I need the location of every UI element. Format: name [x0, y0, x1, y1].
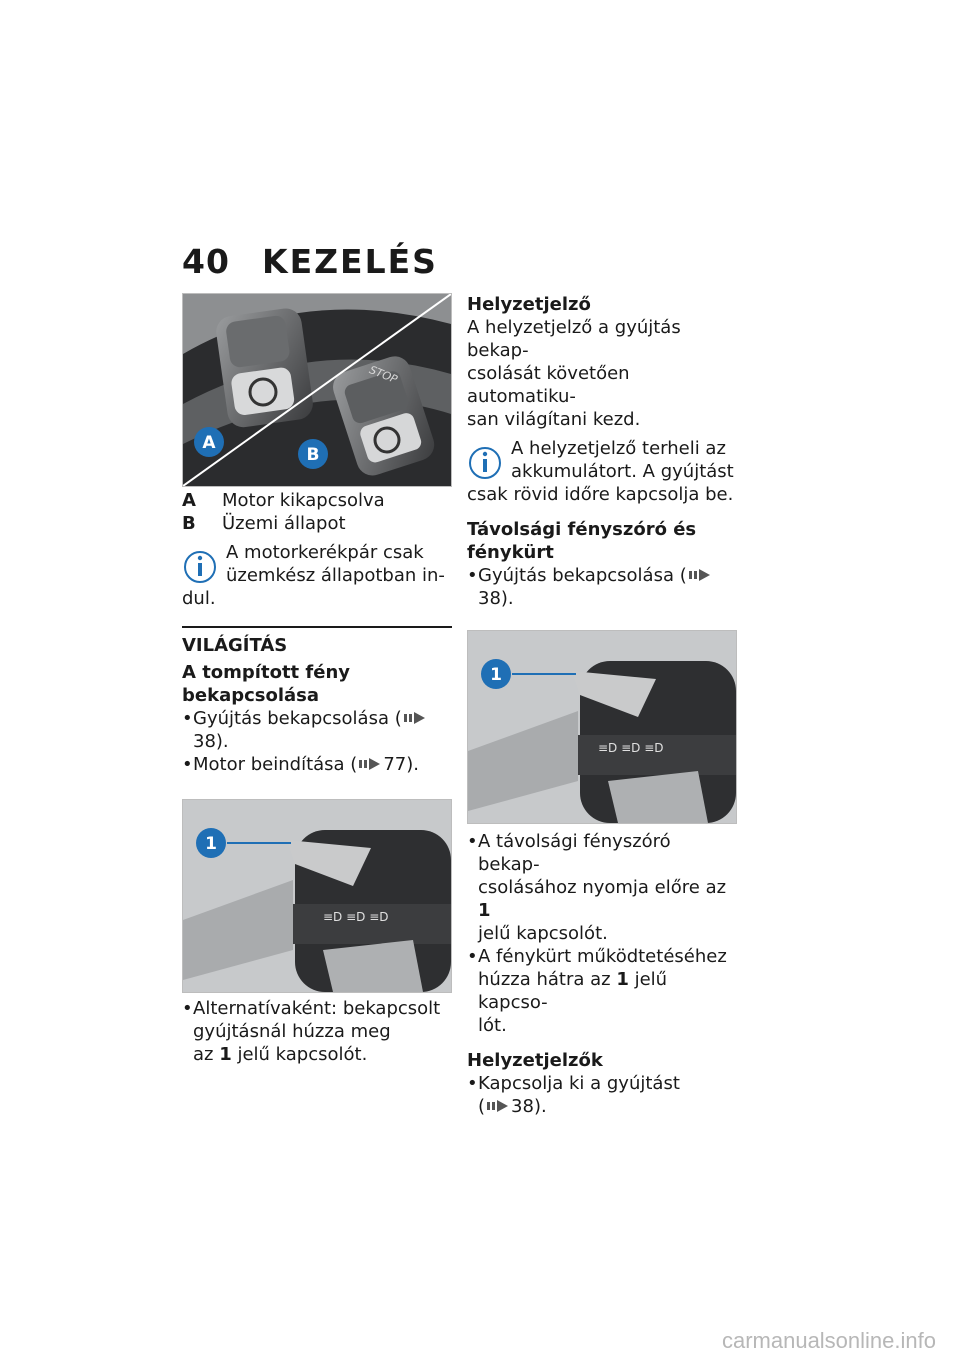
- list-item: • Motor beindítása ( 77).: [182, 753, 452, 776]
- watermark: carmanualsonline.info: [721, 1328, 936, 1353]
- page-ref-arrow-icon: [689, 568, 711, 582]
- figure-kill-switch: [182, 293, 452, 487]
- subheading-position-light: Helyzetjelző: [467, 294, 591, 315]
- callout-1: 1: [490, 665, 502, 685]
- alternative-step: [182, 997, 452, 1066]
- callout-b: B: [306, 445, 320, 465]
- right-column: Helyzetjelző A helyzetjelző a gyújtás bekap- csolását követően automatiku- san világítani kezd. A helyzetjelző terheli az akkumulátort. A gyújtást csak rövid időre kapcsolja be. Távolsági fényszóró és fénykürt • Gyújtás bekapcsolása (38). ≡D ≡D ≡D 1 • A távolsági fényszóró bekap- csolásához nyomja előre az 1 jelű kapcsolót. • A fénykürt működtetéséhez húzza hátra az 1 jelű kapcso- lót. Helyzetjelzők • Kapcsolja ki a gyújtást ( 38).: [467, 293, 737, 1118]
- kill-switch-illustration: [183, 294, 451, 486]
- figure-light-switch-right: [467, 630, 737, 824]
- list-item: • Gyújtás bekapcsolása (38).: [467, 564, 737, 610]
- light-switch-illustration: [183, 800, 451, 992]
- list-item: • Alternatívaként: bekapcsolt gyújtásnál húzza meg az 1 jelű kapcsolót.: [182, 997, 452, 1066]
- low-beam-steps: [182, 707, 452, 776]
- list-item: • Gyújtás bekapcsolása (38).: [182, 707, 452, 753]
- figure-light-switch-left: [182, 799, 452, 993]
- subheading-low-beam: A tompított fény bekapcsolása: [182, 662, 351, 706]
- stop-label: STOP: [367, 363, 400, 387]
- list-item: • A távolsági fényszóró bekap- csolásához nyomja előre az 1 jelű kapcsolót.: [467, 830, 737, 945]
- page-ref-arrow-icon: [359, 757, 381, 771]
- page-title: KEZELÉS: [262, 242, 438, 281]
- callout-a: A: [202, 433, 216, 453]
- light-switch-illustration: [468, 631, 736, 823]
- subheading-position-lights: Helyzetjelzők: [467, 1050, 603, 1071]
- left-column: [182, 293, 452, 1066]
- legend-row-a: A Motor kikapcsolva: [182, 490, 385, 511]
- list-item: • A fénykürt működtetéséhez húzza hátra az 1 jelű kapcso- lót.: [467, 945, 737, 1037]
- page-ref-arrow-icon: [404, 711, 426, 725]
- svg-text:≡D ≡D ≡D: ≡D ≡D ≡D: [598, 741, 664, 755]
- high-beam-steps: [467, 830, 737, 1037]
- section-lighting-title: VILÁGÍTÁS: [182, 626, 452, 657]
- list-item: • Kapcsolja ki a gyújtást ( 38).: [467, 1072, 737, 1118]
- info-note-battery: A helyzetjelző terheli az akkumulátort. A gyújtást csak rövid időre kapcsolja be.: [467, 438, 734, 505]
- info-note: A motorkerékpár csak üzemkész állapotban in- dul.: [182, 542, 445, 609]
- info-icon: [467, 437, 503, 483]
- info-icon: [182, 541, 218, 587]
- subheading-high-beam: Távolsági fényszóró és fénykürt: [467, 519, 697, 563]
- page-ref-arrow-icon: [487, 1099, 509, 1113]
- high-beam-step: [467, 564, 737, 610]
- svg-text:≡D ≡D ≡D: ≡D ≡D ≡D: [323, 910, 389, 924]
- position-lights-step: [467, 1072, 737, 1118]
- legend-row-b: B Üzemi állapot: [182, 513, 346, 534]
- page-number: 40: [182, 242, 230, 281]
- callout-1: 1: [205, 834, 217, 854]
